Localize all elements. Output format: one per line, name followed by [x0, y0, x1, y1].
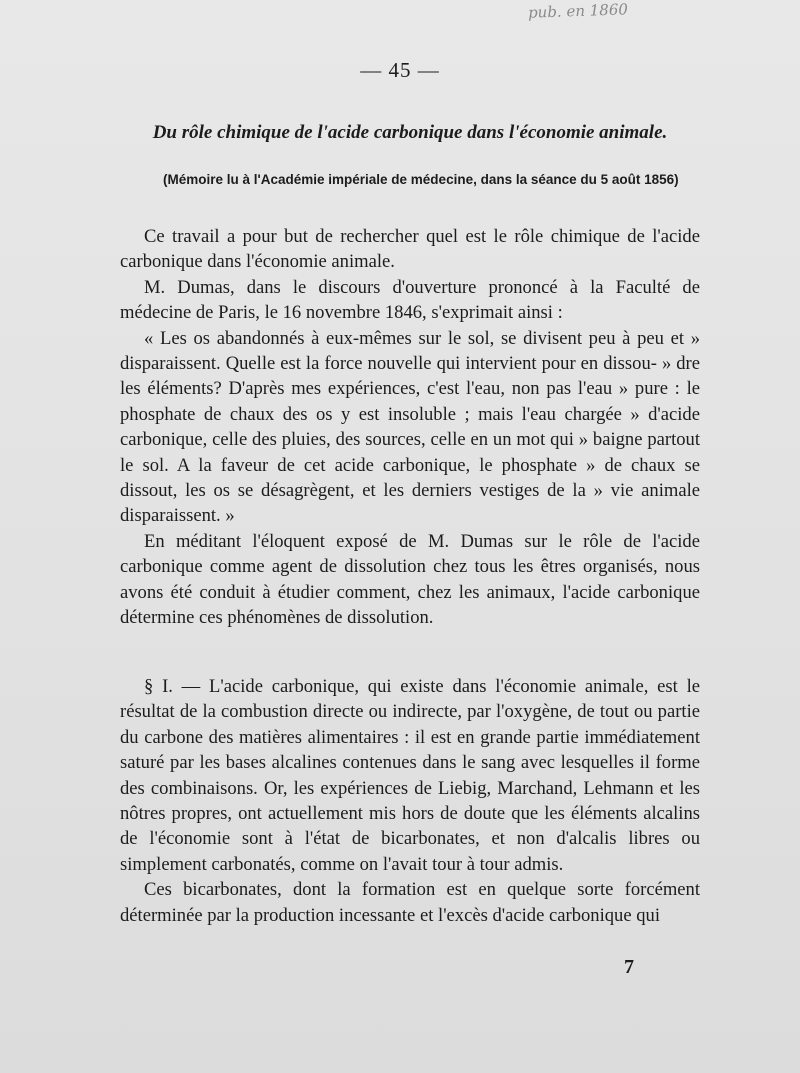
article-title: Du rôle chimique de l'acide carbonique dans l'économie animale. [152, 122, 668, 143]
paragraph: Ces bicarbonates, dont la formation est en quelque sorte forcément déterminée par la production incessante et l'excès d'acide carbonique qui [120, 879, 700, 926]
body-section-one [120, 674, 700, 928]
paragraph: M. Dumas, dans le discours d'ouverture prononcé à la Faculté de médecine de Paris, le 16 novembre 1846, s'exprimait ainsi : [120, 276, 700, 324]
quotation-paragraph: « Les os abandonnés à eux-mêmes sur le sol, se divisent peu à peu et » disparaissent. Quelle est la force nouvelle qui intervient pour en dissou- » dre les éléments? D'après mes expériences, c'est l'eau, non pas l'eau » pure : le phosphate de chaux des os y est insoluble ; mais l'eau chargée » d'acide carbonique, celle des pluies, des sources, celle en un mot qui » baigne partout le sol. A la faveur de cet acide carbonique, le phosphate » de chaux se dissout, les os se désagrègent, et les derniers vestiges de la » vie animale disparaissent. » [120, 327, 700, 527]
paragraph: Ce travail a pour but de rechercher quel est le rôle chimique de l'acide carbonique dans l'économie animale. [120, 226, 700, 273]
signature-mark: 7 [624, 956, 634, 978]
paragraph: En méditant l'éloquent exposé de M. Dumas sur le rôle de l'acide carbonique comme agent de dissolution chez tous les êtres organisés, nous avons été conduit à étudier comment, chez les animaux, l'acide carbonique détermine ces phénomènes de dissolution. [120, 530, 700, 629]
page-number: — 45 — [360, 58, 440, 82]
article-subtitle: (Mémoire lu à l'Académie impériale de médecine, dans la séance du 5 août 1856) [163, 172, 679, 187]
body-section-intro [120, 224, 700, 631]
handwritten-annotation: pub. en 1860 [527, 0, 629, 22]
paragraph: § I. — L'acide carbonique, qui existe dans l'économie animale, est le résultat de la combustion directe ou indirecte, par l'oxygène, de tout ou partie du carbone des matières alimentaires : il est en grande partie immédiatement saturé par les bases alcalines contenues dans le sang avec lesquelles il forme des combinaisons. Or, les expériences de Liebig, Marchand, Lehmann et les nôtres propres, ont actuellement mis hors de doute que les éléments alcalins de l'économie sont à l'état de bicarbonates, et non d'alcalis libres ou simplement carbonatés, comme on l'avait tour à tour admis. [120, 676, 700, 875]
